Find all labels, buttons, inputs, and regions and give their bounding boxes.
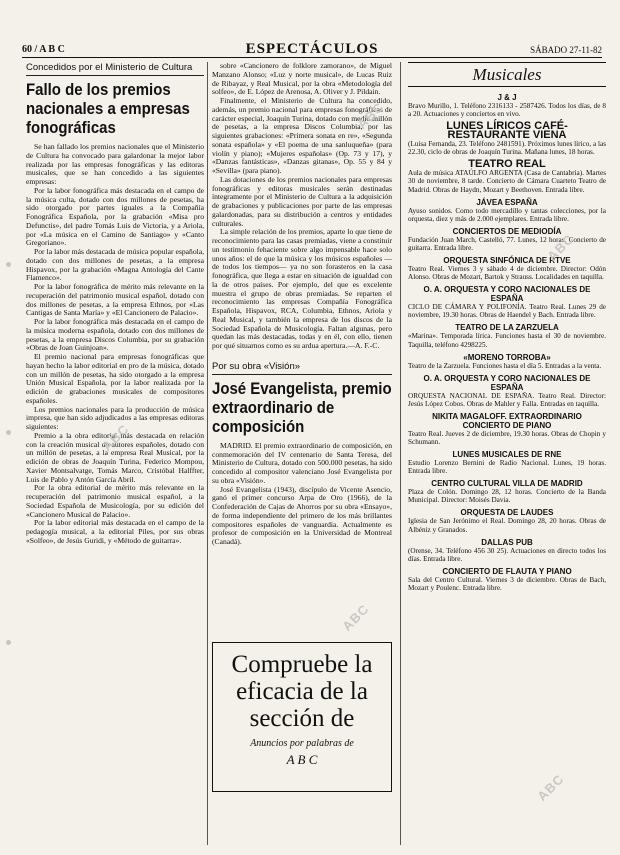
- paragraph: Los premios nacionales para la producción de música impresa, que han sido adjudicados a las empresas editoras siguientes:: [26, 404, 204, 431]
- ad-brand: A B C: [286, 752, 318, 767]
- listing-title: ORQUESTA SINFÓNICA DE RTVE: [443, 256, 571, 266]
- listing-text: Teatro Real. Jueves 2 de diciembre, 19.30 horas. Obras de Chopin y Schumann.: [408, 429, 606, 446]
- listing-text: (Luisa Fernanda, 23. Teléfono 2481591). Próximos lunes lírico, a las 22.30, ciclo de obras de Joaquín Turina. Mañana lunes, 18 horas.: [408, 140, 606, 157]
- listing-text: Aula de música ATAÚLFO ARGENTA (Casa de Cantabria). Martes 30 de noviembre, 8 tarde. Concierto de Cámara Cuarteto Teatro de Madrid. Obras de Haydn, Mozart y Beethoven. Entrada libre.: [408, 169, 606, 194]
- watermark: ABC: [339, 601, 372, 634]
- listing-text: CICLO DE CÁMARA Y POLIFONÍA. Teatro Real. Lunes 29 de noviembre, 19.30 horas. Obras de Haendel y Bach. Entrada libre.: [408, 303, 606, 320]
- paragraph: Por la labor editorial más destacada en el campo de la pedagogía musical, a la editorial Piles, por sus obras «Solfeo», de Jesús Guridi, y «Método de guitarra».: [26, 518, 204, 545]
- listing-title: TEATRO DE LA ZARZUELA: [455, 323, 559, 333]
- paragraph: Por la labor fonográfica más destacada en el campo de la música culta, dotado con dos millones de pesetas, ha sido otorgado por partes iguales a la Compañía Fonográfica Española, por la grabación «Misa pro Defunctis», del padre Tomás Luis de Victoria, y a Ariola, por «La música en el Camino de Santiago» y «Canto Gregoriano».: [26, 185, 204, 248]
- listing-title: «MORENO TORROBA»: [463, 352, 551, 362]
- listing-title: CONCIERTO DE FLAUTA Y PIANO: [442, 566, 572, 576]
- scan-punch-hole: [6, 640, 11, 645]
- article-body: [212, 442, 392, 547]
- listing-text: Fundación Juan March, Castelló, 77. Lunes, 12 horas. Concierto de guitarra. Entrada libre.: [408, 235, 606, 252]
- listing-title: NIKITA MAGALOFF. EXTRAORDINARIO CONCIERTO DE PIANO: [432, 411, 582, 430]
- page-number-label: 60 / A B C: [22, 44, 65, 55]
- page-header: [22, 41, 602, 58]
- listing-title: ORQUESTA DE LAUDES: [460, 508, 554, 518]
- paragraph: Premio a la obra editorial más destacada en relación con la creación musical de autores españoles, dotado con un millón de pesetas, a la empresa Real Musical, por la edición de obras de Joaquín Turina, Federico Mompou, Xavier Montsalvatge, Tomás Marco, Cristóbal Halffter, Luis de Pablo y Antón García Abril.: [26, 430, 204, 484]
- listings-list: [408, 93, 606, 592]
- watermark: ABC: [534, 771, 567, 804]
- listing-title: TEATRO REAL: [468, 158, 546, 171]
- paragraph: Las dotaciones de los premios nacionales para empresas fonográficas y editoras musicales serán destinadas íntegramente por el Ministerio de Cultura a la adquisición de grabaciones y publicaciones por parte de las empresas galardonadas, para su distribución a centros y entidades culturales.: [212, 174, 392, 228]
- listing-title: DALLAS PUB: [481, 537, 533, 547]
- paragraph: José Evangelista (1943), discípulo de Vicente Asencio, ganó el primer concurso Arpa de Oro (1966), de la Confederación de Cajas de Ahorros por su obra «Ensayo», de forma independiente del primero de los más brillantes compositores españoles de vanguardia. Actualmente es profesor de composición en la Universidad de Montreal (Canadá).: [212, 484, 392, 546]
- scan-punch-hole: [6, 430, 11, 435]
- article-column-2: [212, 62, 392, 637]
- article-headline: Fallo de los premios nacionales a empresas fonográficas: [26, 80, 190, 137]
- column-divider: [400, 62, 401, 845]
- listing-text: ORQUESTA NACIONAL DE ESPAÑA. Teatro Real. Director: Jesús López Cobos. Obras de Mahler y Falla. Entradas en taquilla.: [408, 391, 606, 408]
- listing-title: J & J: [497, 93, 517, 102]
- listing-item: [408, 256, 606, 281]
- listing-text: (Orense, 34. Teléfono 456 30 25). Actuaciones en directo todos los días. Entrada libre.: [408, 546, 606, 563]
- paragraph: Por la labor fonográfica más destacada en el campo de la música moderna española, dotado con dos millones de pesetas, a la empresa Discos Columbia, por su grabación «Obras de Joan Guinjoan».: [26, 317, 204, 353]
- article-headline: José Evangelista, premio extraordinario de composición: [212, 378, 392, 436]
- listing-item: [408, 508, 606, 533]
- paragraph: sobre «Cancionero de folklore zamorano», de Miguel Manzano Alonso; «Luz y norte musical», de Lucas Ruiz de Ribayaz, y Real Musical, por la obra «Metodología del solfeo», de E. López de Arenosa, A. Oliver y J. Pildain.: [212, 62, 392, 97]
- listing-item: [408, 93, 606, 118]
- listing-item: [408, 198, 606, 223]
- listing-item: [408, 353, 606, 370]
- paragraph: Por la obra editorial de mérito más relevante en la recuperación del patrimonio musical español, a la Sociedad Española de Musicología, por su edición del «Cancionero Musical de Palacio».: [26, 483, 204, 519]
- listing-title: LUNES LÍRICOS CAFÉ-RESTAURANTE VIENA: [446, 120, 568, 142]
- column-divider: [207, 62, 208, 845]
- musicales-listings: [408, 62, 606, 845]
- listing-title: JÁVEA ESPAÑA: [476, 197, 538, 207]
- article-body: [26, 143, 204, 546]
- listing-item: [408, 323, 606, 348]
- listing-title: O. A. ORQUESTA Y CORO NACIONALES DE ESPAÑA: [423, 373, 591, 392]
- listing-text: Iglesia de San Jerónimo el Real. Domingo 28, 20 horas. Obras de Albéniz y Granados.: [408, 517, 606, 534]
- paragraph: Finalmente, el Ministerio de Cultura ha concedido, además, un premio nacional para empresas fonográficas de carácter especial, Joaquín Turina, dotado con medio millón de pesetas, a la empresa Discos Columbia, por las siguientes grabaciones: «Primera sonata en re», «Segunda sonata española» y «El poema de una sanluqueña» (para violín y piano); «Mujeres españolas» (Op. 73 y 17), y «Danzas fantásticas», «Danzas gitanas», Op. 55 y 84 y «Sevilla» (para piano).: [212, 96, 392, 175]
- listing-title: CENTRO CULTURAL VILLA DE MADRID: [431, 479, 583, 489]
- article-premios-fonograficas: [26, 62, 204, 845]
- classifieds-ad: [212, 642, 392, 792]
- issue-date: SÁBADO 27-11-82: [530, 45, 602, 55]
- listing-item: [408, 450, 606, 475]
- listing-text: Teatro Real. Viernes 3 y sábado 4 de diciembre. Director: Odón Alonso. Obras de Mozart, Bartok y Strauss. Localidades en taquilla.: [408, 265, 606, 282]
- listing-item: [408, 479, 606, 504]
- paragraph: La simple relación de los premios, aparte lo que tiene de reconocimiento para las casas premiadas, viene a constituir un testimonio fehaciente sobre algo impensable hace solo unos años: el de que la música y los músicos españoles —de todos los tiempos— ya no son forasteros en la casa fonográfica, que llega a estar en situación de igualdad con la de otros países. Por ejemplo, del que es excelente muestra el grupo de obras premiadas. Se reparten el reconocimiento las empresas Compañía Fonográfica Española, Hispavox, RCA, Columbia, Ethnos, Ariola y Real Musical, y también la empresa de los discos de la Sociedad Española de Musicología. Faltan algunas, pero quedan las más destacadas, todas y en él, con ello, tienen por qué situarnos como es su ardua apertura.—A. F.-C.: [212, 227, 392, 350]
- listing-title: CONCIERTOS DE MEDIODÍA: [452, 226, 562, 236]
- listing-text: Bravo Murillo, 1. Teléfono 2316133 - 2587426. Todos los días, de 8 a 20. Actuaciones y conciertos en vivo.: [408, 102, 606, 119]
- ad-headline: Compruebe la eficacia de la sección de: [231, 651, 373, 732]
- listing-item: [408, 374, 606, 408]
- listing-text: Estudio Lorenzo Bernini de Radio Nacional. Lunes, 19 horas. Entrada libre.: [408, 459, 606, 476]
- listing-item: [408, 285, 606, 319]
- article-kicker: Por su obra «Visión»: [212, 361, 392, 375]
- listing-item: [408, 160, 606, 193]
- paragraph: El premio nacional para empresas fonográficas que hayan hecho la labor editorial en pro de la música, dotado con un millón de pesetas, ha sido otorgado a la empresa Unión Musical Española, por la labor realizada por la edición de grabaciones musicales de compositores españoles.: [26, 352, 204, 405]
- listing-item: [408, 412, 606, 446]
- article-kicker: Concedidos por el Ministerio de Cultura: [26, 62, 204, 76]
- paragraph: Por la labor fonográfica de mérito más relevante en la recuperación del patrimonio musical español, dotado con dos millones de pesetas, a la empresa Ethnos, por «Las Cantigas de Santa María» y «El Cancionero de Palacio».: [26, 282, 204, 318]
- paragraph: MADRID. El premio extraordinario de composición, en conmemoración del IV centenario de Santa Teresa, del Ministerio de Cultura, dotado con 500.000 pesetas, ha sido concedido al compositor valenciano José Evangelista por su obra «Visión».: [212, 440, 392, 485]
- listing-text: «Marina». Temporada lírica. Funciones hasta el 30 de noviembre. Taquilla, teléfono 4298225.: [408, 332, 606, 349]
- listing-text: Teatro de la Zarzuela. Funciones hasta el día 5. Entradas a la venta.: [408, 361, 602, 370]
- article-body-continued: [212, 62, 392, 351]
- paragraph: Se han fallado los premios nacionales que el Ministerio de Cultura ha convocado para galardonar la mejor labor realizada por las empresas fonográficas y las editoras musicales, que se han concedido a las siguientes empresas:: [26, 142, 204, 186]
- listing-item: [408, 538, 606, 563]
- listing-title: LUNES MUSICALES DE RNE: [452, 450, 562, 460]
- watermark: ABC: [544, 231, 577, 264]
- ad-subline: Anuncios por palabras de: [250, 738, 354, 749]
- watermark: ABC: [354, 99, 387, 132]
- listing-text: Sala del Centro Cultural. Viernes 3 de diciembre. Obras de Bach, Mozart y Poulenc. Entrada libre.: [408, 575, 606, 592]
- listings-section-title: Musicales: [408, 62, 606, 87]
- listing-text: Plaza de Colón. Domingo 28, 12 horas. Concierto de la Banda Municipal. Director: Moisés Davia.: [408, 488, 606, 505]
- watermark: ABC: [99, 421, 132, 454]
- listing-item: [408, 227, 606, 252]
- listing-text: Ayuso sonidos. Como todo mercadillo y tantas colecciones, por la orquesta, diez y más de 2.000 ejemplares. Entrada libre.: [408, 206, 606, 223]
- scan-punch-hole: [6, 262, 11, 267]
- paragraph: Por la labor más destacada de música popular española, dotado con dos millones de pesetas, a la empresa Hispavox, por la grabación «Magna Antología del Cante Flamenco».: [26, 247, 204, 283]
- listing-item: [408, 122, 606, 156]
- listing-title: O. A. ORQUESTA Y CORO NACIONALES DE ESPAÑA: [423, 285, 591, 304]
- section-title: ESPECTÁCULOS: [245, 41, 379, 57]
- listing-item: [408, 567, 606, 592]
